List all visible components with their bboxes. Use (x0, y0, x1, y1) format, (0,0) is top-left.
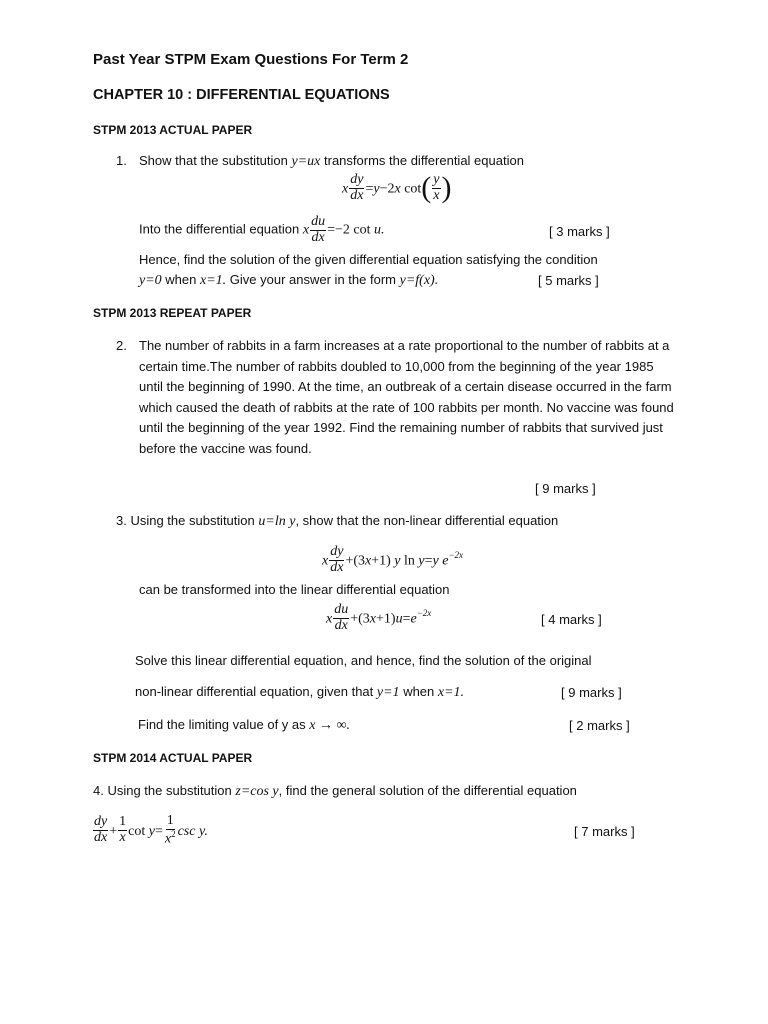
section-heading-2013-actual: STPM 2013 ACTUAL PAPER (93, 123, 253, 137)
question-3-limit-line: Find the limiting value of y as x → ∞. (138, 717, 350, 733)
section-heading-2013-repeat: STPM 2013 REPEAT PAPER (93, 306, 252, 320)
question-4-intro: 4. Using the substitution z=cos y, find the general solution of the differential equation (93, 783, 577, 799)
equation-4: $\frac{dy}{dx}$ + $\frac{1}{x}$ cot y= $\frac{1}{x^2}$ csc y. (94, 813, 208, 847)
question-2-text: The number of rabbits in a farm increases at a rate proportional to the number of rabbits at a certain time.The number of rabbits doubled to 10,000 from the beginning of the year 1985 until the beginning of 1990. At the time, an outbreak of a certain disease occurred in the farm which caused the death of rabbits at the rate of 100 rabbits per month. No vaccine was found until the beginning of the year 1992. Find the remaining number of rabbits that survived just before the vaccine was found. (139, 338, 674, 456)
marks-q2: [ 9 marks ] (535, 481, 596, 496)
marks-q3c: [ 2 marks ] (569, 718, 630, 733)
question-3-solve-text: Solve this linear differential equation, and hence, find the solution of the original (135, 653, 592, 668)
question-1-into-line: Into the differential equation x $\frac{du}{dx}$ =−2 cot u. (139, 214, 385, 245)
marks-q1a: [ 3 marks ] (549, 224, 610, 239)
question-3-transformed-text: can be transformed into the linear differential equation (139, 582, 450, 597)
equation-1-original: x $\frac{dy}{dx}$ =y−2x cot( $\frac{y}{x}$ ) (342, 171, 452, 205)
question-1-intro: Show that the substitution y=ux transforms the differential equation (139, 153, 524, 169)
equation-3-linear: x $\frac{du}{dx}$ $+(3x+1)u=e^{-2x}$ (326, 602, 432, 633)
question-1-condition-line: y=0 when x=1. Give your answer in the form y=f(x). (139, 272, 439, 288)
question-3-nonlinear-line: non-linear differential equation, given that y=1 when x=1. (135, 684, 465, 700)
marks-q4: [ 7 marks ] (574, 824, 635, 839)
equation-3-nonlinear: x $\frac{dy}{dx}$ +(3x+1) y ln y=y $e^{-2x}$ (322, 544, 464, 575)
question-1-number: 1. (116, 153, 127, 168)
question-2-number: 2. (116, 338, 127, 353)
chapter-heading: CHAPTER 10 : DIFFERENTIAL EQUATIONS (93, 87, 390, 103)
question-1-hence-text: Hence, find the solution of the given differential equation satisfying the condition (139, 252, 598, 267)
marks-q3b: [ 9 marks ] (561, 685, 622, 700)
marks-q3a: [ 4 marks ] (541, 612, 602, 627)
question-3-intro: 3. Using the substitution u=ln y, show that the non-linear differential equation (116, 513, 559, 529)
document-title: Past Year STPM Exam Questions For Term 2 (93, 51, 409, 68)
marks-q1b: [ 5 marks ] (538, 273, 599, 288)
section-heading-2014-actual: STPM 2014 ACTUAL PAPER (93, 751, 253, 765)
